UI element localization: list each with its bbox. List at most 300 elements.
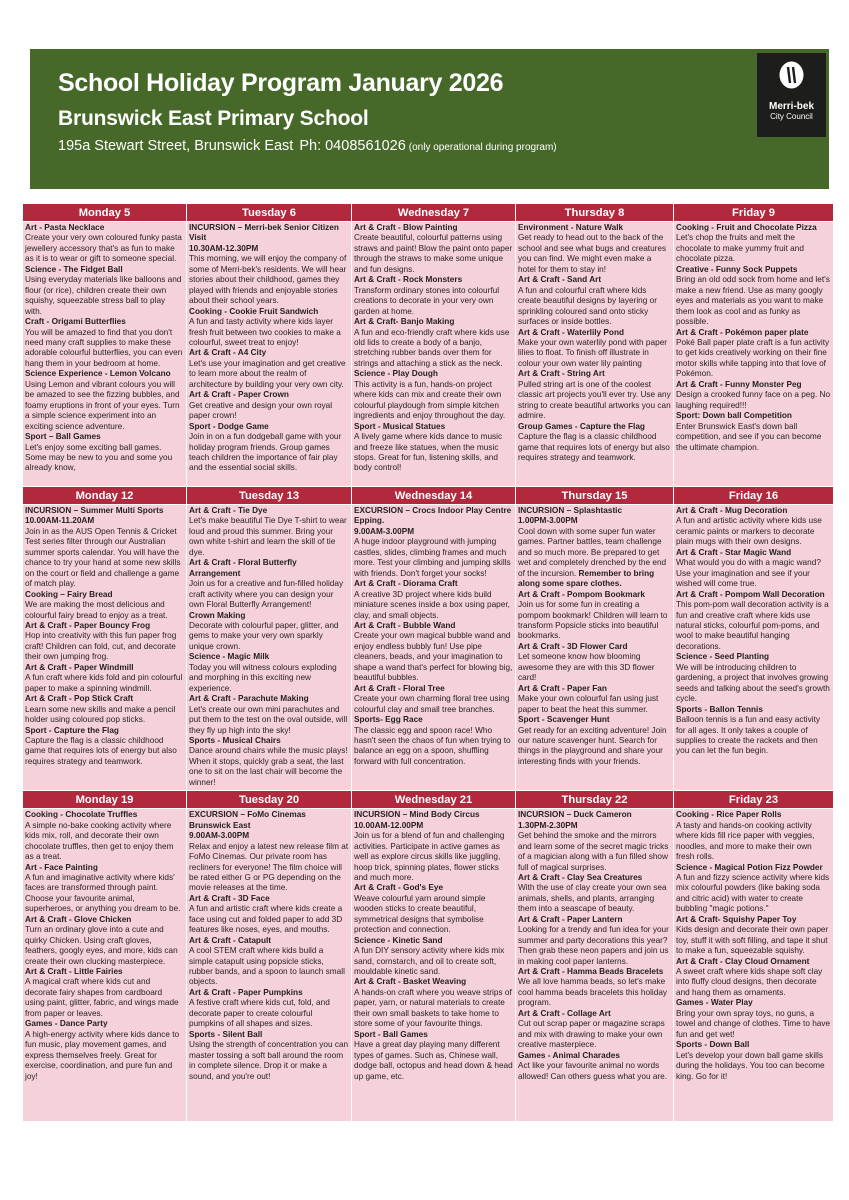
activity-description xyxy=(25,631,184,662)
activity-description xyxy=(189,1040,349,1082)
activity-description xyxy=(25,275,184,317)
activity xyxy=(25,863,184,915)
activity xyxy=(354,579,513,621)
activity-description xyxy=(189,705,349,736)
activity-description xyxy=(518,338,671,369)
activity-description xyxy=(518,977,671,1008)
activity-title: Art & Craft - Paper Pumpkins xyxy=(189,987,303,997)
activity-description xyxy=(676,516,831,547)
activity-title: Science Experience - Lemon Volcano xyxy=(25,369,171,379)
activity-description-text: Join in as the AUS Open Tennis & Cricket Test series filter through our Australian summer sports calendar. You will have the chance to try your hand at some new skills on the court or field and challenge a game of match play. xyxy=(25,526,181,589)
activity-description-text: A hands-on craft where you weave strips of paper, yarn, or natural materials to create their own small baskets to take home to store some of your favourite things. xyxy=(354,987,512,1029)
activity-description-text: Bring your own spray toys, no guns, a towel and change of clothes. Time to have fun and get wet! xyxy=(676,1008,831,1039)
activity-title: Science - Magic Milk xyxy=(189,652,270,662)
activity-title: Art & Craft - Paper Windmill xyxy=(25,662,134,672)
activity xyxy=(518,873,671,915)
activity-description-text: Balloon tennis is a fun and easy activity for all ages. It only takes a couple of supplies to create the rackets and then you can let the fun begin. xyxy=(676,715,821,756)
activity-title: INCURSION – Duck Cameron xyxy=(518,810,632,820)
day-cell xyxy=(352,222,516,487)
activity-title: Cooking - Rice Paper Rolls xyxy=(676,810,782,820)
activity-description-text: A fun and imaginative activity where kids' faces are transformed through paint. Choose your favourite animal, superheroes, or anything you dream to be. xyxy=(25,872,181,914)
activity-description-text: What would you do with a magic wand? Use your imagination and see if your wished will come true. xyxy=(676,558,821,589)
activity-title: Sports - Ballon Tennis xyxy=(676,704,763,714)
activity xyxy=(676,810,831,862)
activity-description-text: A cool STEM craft where kids build a simple catapult using popsicle sticks, rubber bands, and a spoon to launch small objects. xyxy=(189,946,345,987)
activity xyxy=(189,422,349,474)
activity xyxy=(25,726,184,768)
activity-title: Art & Craft - Diorama Craft xyxy=(354,579,458,589)
activity-title: Art & Craft - Blow Painting xyxy=(354,223,458,232)
activity-description-text: With the use of clay create your own sea animals, shells, and plants, arranging them into a seascape of beauty. xyxy=(518,883,667,914)
activity-title: Science - The Fidget Ball xyxy=(25,264,123,274)
activity-description xyxy=(189,663,349,694)
activity xyxy=(676,265,831,328)
activity-title: Cooking - Fruit and Chocolate Pizza xyxy=(676,223,817,232)
day-cell xyxy=(187,222,352,487)
activity xyxy=(518,642,671,684)
activity-description xyxy=(189,746,349,788)
logo-council-subtitle: City Council xyxy=(770,112,813,121)
activity-time: 1.00PM-3.00PM xyxy=(518,516,578,526)
activity-title: Art & Craft - Glove Chicken xyxy=(25,914,132,924)
activity xyxy=(676,915,831,957)
activity xyxy=(676,863,831,915)
activity-description xyxy=(354,432,513,474)
activity xyxy=(25,506,184,590)
activity-description xyxy=(518,233,671,275)
activity-description xyxy=(676,275,831,327)
activity xyxy=(189,894,349,936)
activity-title: Art & Craft - Floral Tree xyxy=(354,683,445,693)
day-header: Wednesday 21 xyxy=(352,791,516,809)
activity xyxy=(189,611,349,653)
activity-description xyxy=(518,527,671,590)
phone-number: Ph: 0408561026 xyxy=(299,138,406,154)
activity-title: Art & Craft - Catapult xyxy=(189,935,272,945)
activity xyxy=(676,705,831,757)
day-cell xyxy=(516,809,674,1122)
activity-description-text: Create your own charming floral tree using colourful clay and small tree branches. xyxy=(354,694,510,714)
day-header: Tuesday 20 xyxy=(187,791,352,809)
activity xyxy=(25,369,184,432)
school-name: Brunswick East Primary School xyxy=(58,107,369,130)
activity-description-text: Create your very own coloured funky pasta jewellery accessory that's as fun to make as it is to wear or gift to someone special. xyxy=(25,233,182,264)
activity-title: Art & Craft - Clay Sea Creatures xyxy=(518,872,643,882)
activity-description-text: Let's chop the fruits and melt the chocolate to make yummy fruit and chocolate pizza. xyxy=(676,233,804,264)
activity xyxy=(676,223,831,265)
week-activities-row xyxy=(23,505,834,791)
activity xyxy=(676,998,831,1040)
activity-title: Art & Craft - Parachute Making xyxy=(189,694,309,704)
activity-title: Art & Craft - Hamma Beads Bracelets xyxy=(518,967,664,977)
activity-description-text: A huge indoor playground with jumping castles, slides, climbing frames and much more. Test your climbing and jumping skills with friends. Don't forget your socks! xyxy=(354,537,511,578)
activity-description xyxy=(354,537,513,579)
activity-description-text: Let's create our own mini parachutes and put them to the test on the oval outside, will they fly up high into the sky! xyxy=(189,704,348,735)
activity xyxy=(518,715,671,767)
activity-description xyxy=(25,527,184,590)
activity-description-text: Hop into creativity with this fun paper frog craft! Children can fold, cut, and decorate their own jumping frog. xyxy=(25,631,177,662)
activity xyxy=(189,810,349,894)
activity-description xyxy=(25,977,184,1019)
activity-title: Sports- Egg Race xyxy=(354,715,423,725)
activity xyxy=(518,328,671,370)
activity-description xyxy=(25,736,184,767)
activity-description xyxy=(25,705,184,726)
activity xyxy=(189,558,349,610)
day-cell xyxy=(516,222,674,487)
activity-title: Art & Craft - 3D Face xyxy=(189,893,270,903)
activity xyxy=(354,506,513,579)
activity-description xyxy=(676,925,831,956)
activity-description xyxy=(189,621,349,652)
activity-description xyxy=(518,1061,671,1082)
activity-description xyxy=(189,946,349,988)
activity xyxy=(25,621,184,663)
activity-description xyxy=(354,590,513,621)
activity-description-text: A high-energy activity where kids dance to fun music, play movement games, and express themselves freely. Great for exercise, coordination, and pure fun and joy! xyxy=(25,1029,180,1081)
activity-description xyxy=(189,516,349,558)
activity xyxy=(518,967,671,1009)
activity-description xyxy=(25,673,184,694)
activity-description xyxy=(676,1009,831,1040)
activity-title: Art & Craft - Pokémon paper plate xyxy=(676,327,809,337)
activity-description-text: Turn an ordinary glove into a cute and quirky Chicken. Using craft gloves, feathers, googly eyes, and more, kids can create their own clucking masterpiece. xyxy=(25,925,178,966)
activity xyxy=(676,548,831,590)
activity xyxy=(25,317,184,369)
activity-description-text: This morning, we will enjoy the company of some of Merri-bek's residents. We will hear stories about their childhood, games they played with friends and enjoyable stories about their school years. xyxy=(189,254,347,306)
activity-title: Sport - Scavenger Hunt xyxy=(518,715,610,725)
activity-description-text: Join us for some fun in creating a pompom bookmark! Children will learn to transform Popsicle sticks into beautiful bookmarks. xyxy=(518,600,668,641)
day-cell xyxy=(23,222,187,487)
activity-description-text: A fun and colourful craft where kids create beautiful designs by layering or sprinkling coloured sand onto sticky surfaces or inside bottles. xyxy=(518,285,657,327)
activity-description xyxy=(518,925,671,967)
activity-description xyxy=(676,558,831,589)
activity-title: Group Games - Capture the Flag xyxy=(518,421,645,431)
day-header: Tuesday 6 xyxy=(187,204,352,222)
activity-description-text: Cut out scrap paper or magazine scraps and mix with drawing to make your own creative masterpiece. xyxy=(518,1019,665,1050)
activity-description-text: Cool down with some super fun water games. Partner battles, team challenge and so much more. Be prepared to get wet and completely drenched by the end of the incursion. xyxy=(518,526,667,578)
week-activities-row xyxy=(23,809,834,1122)
activity-description xyxy=(354,328,513,370)
day-header: Monday 12 xyxy=(23,487,187,505)
activity xyxy=(518,1051,671,1082)
activity-description-text: A fun DIY sensory activity where kids mix sand, cornstarch, and oil to create soft, mouldable kinetic sand. xyxy=(354,946,505,977)
activity xyxy=(518,422,671,464)
activity-description xyxy=(189,842,349,894)
activity-title: Crown Making xyxy=(189,610,246,620)
activity-title: Craft - Origami Butterflies xyxy=(25,317,126,327)
activity-description-text: Make your own colourful fan using just paper to beat the heat this summer. xyxy=(518,694,659,714)
day-cell xyxy=(516,505,674,791)
activity-description-text: Using Lemon and vibrant colours you will be amazed to see the fizzing bubbles, and foamy eruptions in front of your eyes. Turn a simple science experiment into an exciting science adventure. xyxy=(25,379,180,431)
day-header: Tuesday 13 xyxy=(187,487,352,505)
activity-title: Cooking - Chocolate Truffles xyxy=(25,810,138,820)
activity-description xyxy=(354,1040,513,1082)
day-header: Wednesday 14 xyxy=(352,487,516,505)
activity xyxy=(25,663,184,694)
activity-title: Art & Craft - Paper Fan xyxy=(518,683,607,693)
activity-title: Science - Seed Planting xyxy=(676,652,770,662)
day-header: Friday 16 xyxy=(674,487,834,505)
activity-description xyxy=(518,831,671,873)
activity-description-text: You will be amazed to find that you don't need many craft supplies to make these adorable colourful butterflies, you can even hang them in your bedroom at home. xyxy=(25,327,183,368)
activity-time: 10.30AM-12.30PM xyxy=(189,243,259,253)
day-header: Monday 19 xyxy=(23,791,187,809)
activity-description-text: Join us for a creative and fun-filled holiday craft activity where you can design your own Floral Butterfly Arrangement! xyxy=(189,579,344,610)
activity xyxy=(676,411,831,453)
activity xyxy=(518,506,671,590)
activity-description-text: Today you will witness colours exploding and morphing in this exciting new experience. xyxy=(189,662,337,693)
activity-title: Art & Craft - Pompom Wall Decoration xyxy=(676,589,825,599)
activity-description xyxy=(189,904,349,935)
activity-description-text: Learn some new skills and make a pencil holder using coloured pop sticks. xyxy=(25,704,176,725)
activity xyxy=(25,590,184,621)
activity-title: Cooking - Cookie Fruit Sandwich xyxy=(189,306,319,316)
activity xyxy=(354,369,513,421)
activity-description xyxy=(189,401,349,422)
activity-description xyxy=(518,380,671,422)
activity xyxy=(518,369,671,421)
activity-description-text: Pulled string art is one of the coolest classic art projects you'll ever try. Use any string to create beautiful artworks you can admire. xyxy=(518,379,671,421)
activity xyxy=(189,506,349,558)
activity xyxy=(518,1009,671,1051)
activity-title: INCURSION – Mind Body Circus xyxy=(354,810,480,820)
activity-title: Art & Craft - Star Magic Wand xyxy=(676,547,792,557)
activity-description xyxy=(518,726,671,768)
activity-description-text: A fun craft where kids fold and pin colourful paper to make a spinning windmill. xyxy=(25,673,183,693)
activity xyxy=(354,621,513,684)
activity-description-text: A fun and eco-friendly craft where kids use old lids to create a body of a banjo, stretching rubber bands over them for strings and attaching a stick as the neck. xyxy=(354,327,510,368)
activity-description-text: Bring an old odd sock from home and let's make a new friend. Use as many googly eyes and materials as you want to make them look as cool and as funky as possible. xyxy=(676,275,830,327)
activity-description-text: The classic egg and spoon race! Who hasn't seen the chaos of fun when trying to balance an egg on a spoon, shuffling forward with full concentration. xyxy=(354,725,511,766)
activity-description-text: Let someone know how blooming awesome they are with this 3D flower card! xyxy=(518,652,655,683)
activity-description-text: Create beautiful, colourful patterns using straws and paint! Blow the paint onto paper through the straws to make some unique and fun designs. xyxy=(354,233,513,274)
activity xyxy=(518,810,671,873)
activity-description-text: Kids design and decorate their own paper toy, stuff it with soft filling, and tape it shut to make a fun, squeezable squishy. xyxy=(676,925,829,956)
activity-title: EXCURSION – Crocs Indoor Play Centre Epping. xyxy=(354,506,512,526)
activity-description-text: Create your own magical bubble wand and enjoy endless bubbly fun! Use pipe cleaners, beads, and your imagination to shape a wand that's perfect for blowing big, beautiful bubbles. xyxy=(354,631,513,683)
activity-description-text: This activity is a fun, hands-on project where kids can mix and create their own colourful playdough from simple kitchen ingredients and enjoy throughout the day. xyxy=(354,379,506,421)
activity-description xyxy=(676,1051,831,1082)
activity-description xyxy=(518,883,671,914)
activity-description-text: Enter Brunswick East's down ball competition, and see if you can become the ultimate champion. xyxy=(676,421,822,452)
day-cell xyxy=(187,809,352,1122)
activity-description-text: Weave colourful yarn around simple wooden sticks to create beautiful, symmetrical designs that symbolise protection and connection. xyxy=(354,893,486,935)
day-cell xyxy=(352,809,516,1122)
activity xyxy=(518,590,671,642)
activity xyxy=(676,652,831,704)
activity xyxy=(189,307,349,349)
activity-title: Art - Pasta Necklace xyxy=(25,223,105,232)
activity xyxy=(25,223,184,265)
activity-description-text: Make your own waterlily pond with paper lilies to float. To finish off illustrate in colour your own water lily painting xyxy=(518,337,668,368)
activity-description xyxy=(25,873,184,915)
activity-description xyxy=(354,831,513,883)
activity xyxy=(354,684,513,715)
activity xyxy=(354,810,513,883)
activity xyxy=(189,736,349,788)
activity xyxy=(354,977,513,1029)
activity-description xyxy=(25,600,184,621)
activity-description xyxy=(676,663,831,705)
activity-description xyxy=(354,380,513,422)
activity-title: Art & Craft - Basket Weaving xyxy=(354,977,467,987)
activity-title: Art & Craft - Clay Cloud Ornament xyxy=(676,956,810,966)
activity xyxy=(354,275,513,317)
activity-title: INCURSION – Summer Multi Sports xyxy=(25,506,164,515)
activity-title: Creative - Funny Sock Puppets xyxy=(676,264,798,274)
activity-description-text: Join us for a blend of fun and challenging activities. Participate in active games as well as explore circus skills like juggling, hoop trick, spinning plates, flower sticks and much more. xyxy=(354,831,505,882)
activity-description xyxy=(25,233,184,264)
activity xyxy=(676,1040,831,1082)
activity-title: Art & Craft - A4 City xyxy=(189,348,267,358)
day-cell xyxy=(674,505,834,791)
activity-description-text: A simple no-bake cooking activity where kids mix, roll, and decorate their own chocolate truffles, then get to enjoy them as a treat. xyxy=(25,820,174,862)
day-header: Monday 5 xyxy=(23,204,187,222)
activity-description xyxy=(189,432,349,474)
activity-description-text: We are making the most delicious and colourful fairy bread to enjoy as a treat. xyxy=(25,600,168,620)
activity-description xyxy=(676,390,831,411)
activity-title: Games - Dance Party xyxy=(25,1019,108,1029)
day-header: Thursday 8 xyxy=(516,204,674,222)
activity-title: EXCURSION – FoMo Cinemas Brunswick East xyxy=(189,810,306,830)
activity-description xyxy=(354,946,513,977)
activity-title: Art & Craft - Waterlily Pond xyxy=(518,327,625,337)
day-cell xyxy=(23,809,187,1122)
activity-title: Sport - Capture the Flag xyxy=(25,725,119,735)
activity-description-text: Poké Ball paper plate craft is a fun activity to get kids creatively working on their fine motor skills while tapping into that love of Pokémon. xyxy=(676,337,830,379)
activity-description-text: A magical craft where kids cut and decorate fairy shapes from cardboard using paint, glitter, fabric, and wings made from paper or leaves. xyxy=(25,977,179,1018)
activity-title: Art & Craft - Tie Dye xyxy=(189,506,268,515)
activity xyxy=(676,328,831,380)
activity-description xyxy=(354,286,513,317)
activity-title: INCURSION – Splashtastic xyxy=(518,506,623,515)
activity-description-text: Get behind the smoke and the mirrors and learn some of the secret magic tricks of a magician along with a fun filled show full of magical surprises. xyxy=(518,831,669,872)
activity-title: Art & Craft - Little Fairies xyxy=(25,967,123,977)
activity-title: Science - Magical Potion Fizz Powder xyxy=(676,862,823,872)
activity-description xyxy=(189,579,349,610)
activity-time: 9.00AM-3.00PM xyxy=(189,831,250,841)
activity xyxy=(676,380,831,411)
activity-description xyxy=(518,1019,671,1050)
activity-description-text: A fun and fizzy science activity where kids mix colourful powders (like baking soda and citric acid) with water to create bubbling "magic potions." xyxy=(676,872,830,914)
activity xyxy=(25,967,184,1019)
activity-title: Art & Craft - Pompom Bookmark xyxy=(518,589,645,599)
activity-description-text: Let's use your imagination and get creative to learn more about the realm of architecture by building your very own city. xyxy=(189,358,346,389)
activity-title: Art & Craft - Collage Art xyxy=(518,1008,611,1018)
activity-reminder: Remember to bring along some spare clothes. xyxy=(518,568,655,589)
activity-title: Art - Face Painting xyxy=(25,862,98,872)
week-header-row xyxy=(23,204,834,222)
activity-description-text: Get ready for an exciting adventure! Join our nature scavenger hunt. Search for things in the playground and share your interesting finds with your friends. xyxy=(518,725,667,766)
activity-title: Art & Craft - Bubble Wand xyxy=(354,620,456,630)
activity-description xyxy=(189,998,349,1029)
activity xyxy=(189,348,349,390)
activity-description xyxy=(676,233,831,264)
activity-description-text: Using everyday materials like balloons and flour (or rice), children create their own squishy, squeezable stress ball to play with. xyxy=(25,275,182,316)
activity-description-text: A creative 3D project where kids build miniature scenes inside a box using paper, clay, and small objects. xyxy=(354,589,510,620)
activity-description-text: A sweet craft where kids shape soft clay into fluffy cloud designs, then decorate and hang them as ornaments. xyxy=(676,967,823,997)
activity-description xyxy=(189,254,349,306)
activity-title: Sport – Ball Games xyxy=(25,432,101,442)
day-header: Friday 9 xyxy=(674,204,834,222)
activity-description-text: A tasty and hands-on cooking activity where kids fill rice paper with veggies, noodles, and more to make their own fresh rolls. xyxy=(676,820,815,862)
activity-description-text: We will be introducing children to gardening, a project that involves growing seeds and talking about the seed's growth cycle. xyxy=(676,662,830,704)
activity xyxy=(25,694,184,725)
activity-title: Art & Craft - Mug Decoration xyxy=(676,506,788,515)
activity-description xyxy=(354,233,513,275)
activity-description-text: Dance around chairs while the music plays! When it stops, quickly grab a seat, the last one to sit on the last chair will become the winner! xyxy=(189,746,348,787)
activity xyxy=(676,506,831,548)
activity xyxy=(189,1030,349,1082)
activity-description-text: Get ready to head out to the back of the school and see what bugs and creatures you can find. We might even make a hotel for them to stay in! xyxy=(518,233,667,274)
activity-description xyxy=(25,925,184,967)
activity-description-text: A fun and artistic craft where kids create a face using cut and folded paper to add 3D features like noses, eyes, and mouths. xyxy=(189,904,343,935)
activity-description xyxy=(25,443,184,474)
activity xyxy=(189,390,349,421)
activity xyxy=(25,1019,184,1082)
activity-description xyxy=(676,422,831,453)
activity-title: Sport - Ball Games xyxy=(354,1029,428,1039)
activity-description-text: Join in on a fun dodgeball game with your holiday program friends. Group games teach children the importance of fair play and the essential social skills. xyxy=(189,432,342,473)
activity-description-text: Using the strength of concentration you can master tossing a soft ball around the room in complete silence. Drop it or make a sound, and you're out! xyxy=(189,1040,349,1081)
activity xyxy=(25,265,184,317)
activity xyxy=(676,957,831,999)
activity-title: Art & Craft- Squishy Paper Toy xyxy=(676,914,797,924)
activity-title: Sports - Musical Chairs xyxy=(189,735,281,745)
activity-description-text: Have a great day playing many different types of games. Such as, Chinese wall, dodge ball, octopus and head down & head up game, etc. xyxy=(354,1040,513,1081)
program-title: School Holiday Program January 2026 xyxy=(58,69,504,97)
activity-description-text: This pom-pom wall decoration activity is a fun and creative craft where kids use natural sticks, colourful pom-poms, and wool to make beautiful hanging decorations. xyxy=(676,600,829,651)
activity-title: INCURSION – Merri-bek Senior Citizen Visit xyxy=(189,223,339,243)
activity-description xyxy=(354,988,513,1030)
day-cell xyxy=(23,505,187,791)
activity-time: 9.00AM-3.00PM xyxy=(354,526,415,536)
activity-description-text: We all love hamma beads, so let's make cool hamma beads bracelets this holiday program. xyxy=(518,977,668,1008)
activity-description-text: Get creative and design your own royal paper crown! xyxy=(189,400,333,421)
activity xyxy=(25,915,184,967)
merri-bek-logo-icon xyxy=(779,61,804,89)
activity-title: Science - Kinetic Sand xyxy=(354,935,443,945)
activity xyxy=(189,652,349,694)
activity-title: Environment - Nature Walk xyxy=(518,223,624,232)
day-cell xyxy=(187,505,352,791)
activity-description xyxy=(25,821,184,863)
activity-description xyxy=(25,380,184,432)
activity-title: Sports - Down Ball xyxy=(676,1040,750,1050)
activity-description-text: A lively game where kids dance to music and freeze like statues, when the music stops. Great for fun, listening skills, and body control! xyxy=(354,432,503,473)
activity-title: Sport: Down ball Competition xyxy=(676,411,792,421)
activity-description-text: Capture the flag is a classic childhood game that requires lots of energy but also requires strategy and teamwork. xyxy=(25,735,177,766)
activity-description xyxy=(676,715,831,757)
activity xyxy=(518,223,671,275)
activity-time: 10.00AM-12.00PM xyxy=(354,820,424,830)
day-header: Wednesday 7 xyxy=(352,204,516,222)
activity-description-text: Let's enjoy some exciting ball games. Some may be new to you and some you already know, xyxy=(25,442,173,473)
activity-title: Games - Animal Charades xyxy=(518,1050,620,1060)
day-header: Friday 23 xyxy=(674,791,834,809)
activity xyxy=(25,810,184,862)
activity-description xyxy=(676,873,831,915)
activity-description-text: A festive craft where kids cut, fold, and decorate paper to create colourful pumpkins of all shapes and sizes. xyxy=(189,998,330,1029)
logo-council-name: Merri-bek xyxy=(768,101,814,112)
activity-description-text: Looking for a trendy and fun idea for your summer and party decorations this year? Then grab these neon papers and join us in making cool paper lanterns. xyxy=(518,925,669,966)
activity xyxy=(354,936,513,978)
activity xyxy=(354,317,513,369)
activity-description-text: A fun and artistic activity where kids use ceramic paints or markers to decorate plain mugs with their own designs. xyxy=(676,516,822,547)
activity-description-text: Capture the flag is a classic childhood game that requires lots of energy but also requires strategy and teamwork. xyxy=(518,432,670,462)
activity-title: Art & Craft - Rock Monsters xyxy=(354,275,463,285)
